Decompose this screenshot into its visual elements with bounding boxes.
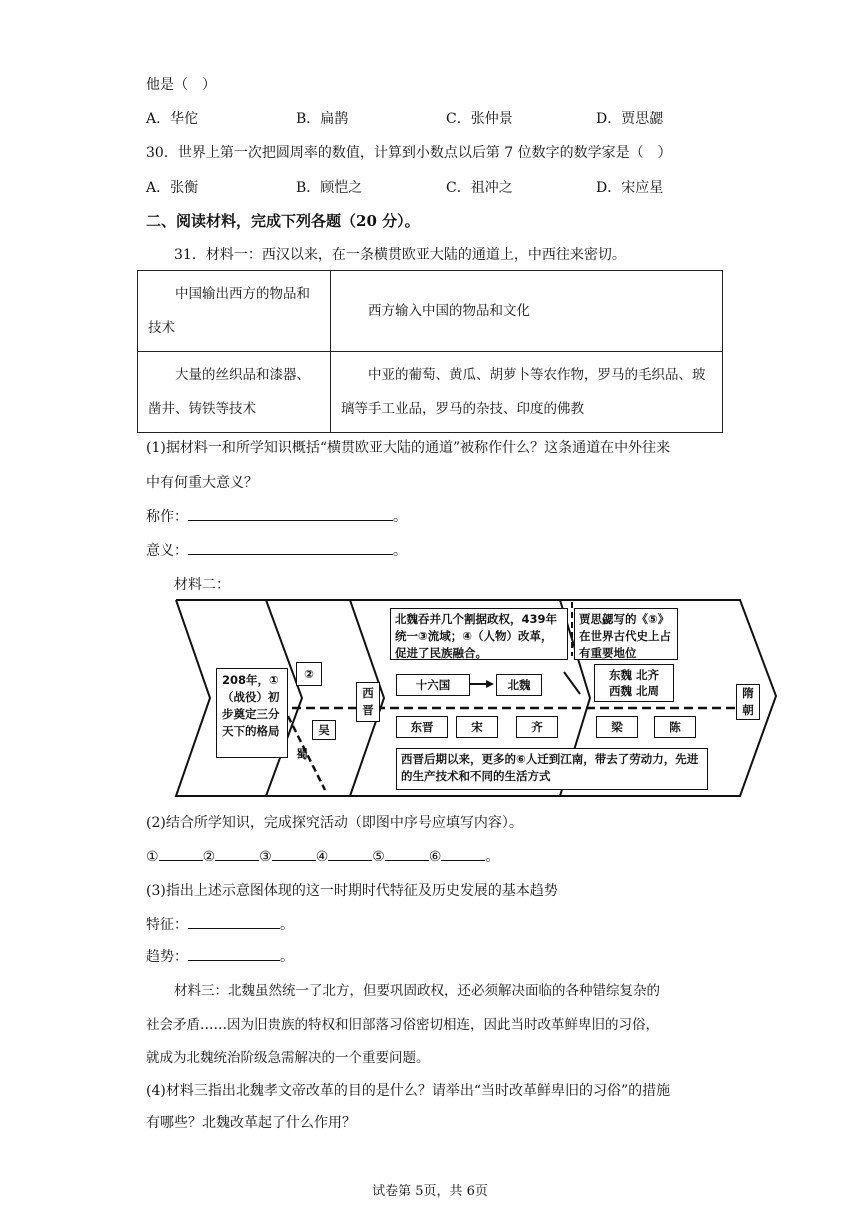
q2-blanks xyxy=(146,846,499,866)
box-chibi: 208年，①（战役）初步奠定三分天下的格局 xyxy=(216,668,288,758)
answer-blank-4[interactable] xyxy=(328,846,372,861)
box-chen: 陈 xyxy=(654,716,696,738)
period: 。 xyxy=(393,509,407,525)
section-title: 二、阅读材料，完成下列各题（20 分）。 xyxy=(146,212,420,230)
material3-line1: 材料三：北魏虽然统一了北方，但要巩固政权，还必须解决面临的各种错综复杂的 xyxy=(174,983,660,999)
material1-table xyxy=(137,270,723,433)
material3-line2: 社会矛盾……因为旧贵族的特权和旧部落习俗密切相连，因此当时改革鲜卑旧的习俗， xyxy=(146,1017,659,1033)
q29-option-b: B．扁鹊 xyxy=(296,111,349,127)
box-dongwei-xiwei xyxy=(594,664,674,702)
answer-blank-name[interactable] xyxy=(188,506,393,521)
blank-num-1: ① xyxy=(146,849,159,865)
material3-line3: 就成为北魏统治阶级急需解决的一个重要问题。 xyxy=(146,1050,430,1066)
q30-stem: 30．世界上第一次把圆周率的数值，计算到小数点以后第 7 位数字的数学家是（ ） xyxy=(146,145,672,161)
blank-num-5: ⑤ xyxy=(372,849,385,865)
q1-line1: (1)据材料一和所学知识概括“横贯欧亚大陆的通道”被称作什么？这条通道在中外往来 xyxy=(146,440,671,456)
answer-blank-2[interactable] xyxy=(215,846,259,861)
answer-blank-feature[interactable] xyxy=(188,914,280,929)
box-beiwei: 北魏 xyxy=(496,674,542,696)
q1-line2: 中有何重大意义？ xyxy=(146,475,258,491)
q30-option-a: A．张衡 xyxy=(146,180,199,196)
box-qi: 齐 xyxy=(516,716,558,738)
box-dongjin: 东晋 xyxy=(396,716,448,738)
period: 。 xyxy=(393,543,407,559)
label-xiwei: 西魏 北周 xyxy=(608,684,659,698)
q31-material1: 31．材料一：西汉以来，在一条横贯欧亚大陆的通道上，中西往来密切。 xyxy=(174,247,626,263)
box-jia-note: 贾思勰写的《⑤》在世界古代史上占有重要地位 xyxy=(574,608,678,660)
period: 。 xyxy=(280,917,294,933)
answer-blank-meaning[interactable] xyxy=(188,540,393,555)
page-footer: 试卷第 5页，共 6页 xyxy=(372,1184,488,1199)
box-xijin: 西晋 xyxy=(356,682,380,722)
label-shu: 蜀 xyxy=(296,746,308,761)
q29-tail: 他是（ ） xyxy=(146,77,216,93)
q29-option-a: A．华佗 xyxy=(146,111,199,127)
table-header-import: 西方输入中国的物品和文化 xyxy=(331,271,723,352)
label-dongwei: 东魏 北齐 xyxy=(608,668,659,682)
history-timeline-diagram xyxy=(170,598,790,798)
q3-stem: (3)指出上述示意图体现的这一时期时代特征及历史发展的基本趋势 xyxy=(146,883,558,899)
q3-feature-line xyxy=(146,914,294,934)
label-meaning: 意义： xyxy=(146,543,188,559)
q1-name-line xyxy=(146,506,407,526)
q2-stem: (2)结合所学知识，完成探究活动（即图中序号应填写内容）。 xyxy=(146,815,523,831)
q1-meaning-line xyxy=(146,540,407,560)
q30-option-c: C．祖冲之 xyxy=(446,180,513,196)
table-row xyxy=(138,271,723,352)
label-name: 称作： xyxy=(146,509,188,525)
table-cell-export: 大量的丝织品和漆器、凿井、铸铁等技术 xyxy=(138,352,331,433)
q30-option-b: B．顾恺之 xyxy=(296,180,363,196)
answer-blank-trend[interactable] xyxy=(188,946,280,961)
blank-num-2: ② xyxy=(202,849,216,865)
label-trend: 趋势： xyxy=(146,949,188,965)
period: 。 xyxy=(280,949,294,965)
q4-line1: (4)材料三指出北魏孝文帝改革的目的是什么？请举出“当时改革鲜卑旧的习俗”的措施 xyxy=(146,1083,671,1099)
q3-trend-line xyxy=(146,946,294,966)
table-row xyxy=(138,352,723,433)
q4-line2: 有哪些？北魏改革起了什么作用？ xyxy=(146,1115,356,1131)
q30-option-d: D．宋应星 xyxy=(596,180,664,196)
box-song: 宋 xyxy=(456,716,498,738)
table-cell-import: 中亚的葡萄、黄瓜、胡萝卜等农作物，罗马的毛织品、玻璃等手工业品，罗马的杂技、印度的佛教 xyxy=(331,352,723,433)
answer-blank-3[interactable] xyxy=(272,846,316,861)
box-liang: 梁 xyxy=(596,716,638,738)
blank-num-3: ③ xyxy=(259,849,272,865)
box-wu: 吴 xyxy=(312,720,336,740)
answer-blank-5[interactable] xyxy=(385,846,429,861)
answer-blank-1[interactable] xyxy=(159,846,203,861)
box-shiliuguo: 十六国 xyxy=(396,674,470,696)
q29-option-d: D．贾思勰 xyxy=(596,111,664,127)
box-migration-note: 西晋后期以来，更多的⑥人迁到江南，带去了劳动力，先进的生产技术和不同的生活方式 xyxy=(396,748,708,790)
material2-label: 材料二： xyxy=(174,577,230,593)
table-header-export: 中国输出西方的物品和技术 xyxy=(138,271,331,352)
answer-blank-6[interactable] xyxy=(441,846,485,861)
blank-num-4: ④ xyxy=(315,849,329,865)
q29-option-c: C．张仲景 xyxy=(446,111,513,127)
box-suichao: 隋朝 xyxy=(736,684,760,720)
label-feature: 特征： xyxy=(146,917,188,933)
period: 。 xyxy=(485,849,500,865)
blank-num-6: ⑥ xyxy=(428,849,442,865)
box-circle-2: ② xyxy=(296,662,322,686)
box-beiwei-note: 北魏吞并几个割据政权，439年统一③流域；④（人物）改革，促进了民族融合。 xyxy=(390,608,568,660)
